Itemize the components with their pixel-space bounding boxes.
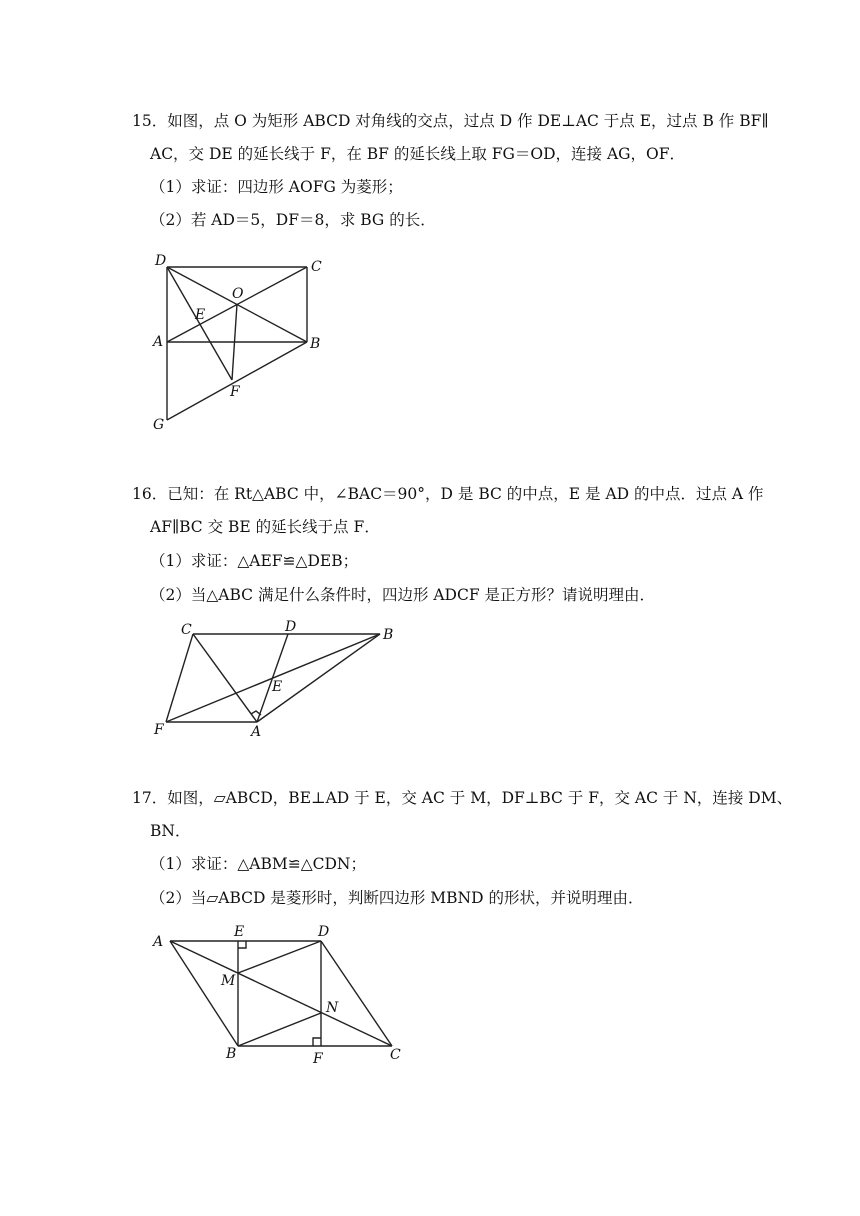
problem-15-line-4: （2）若 AD＝5，DF＝8，求 BG 的长． (150, 211, 436, 229)
fig17-label-D: D (318, 924, 330, 940)
problem-17-line-3: （1）求证：△ABM≌△CDN； (150, 855, 366, 873)
fig16-label-A: A (251, 724, 262, 740)
fig17-segment-DM (238, 941, 321, 973)
fig16-label-B: B (383, 627, 394, 643)
fig17-label-M: M (221, 973, 236, 989)
fig16-label-C: C (181, 622, 192, 638)
problem-15-line-2: AC，交 DE 的延长线于 F，在 BF 的延长线上取 FG＝OD，连接 AG，OF． (150, 145, 685, 163)
fig17-label-E: E (234, 924, 245, 940)
fig15-label-G: G (153, 417, 165, 433)
fig17-label-N: N (326, 1000, 339, 1016)
fig15-label-E: E (195, 307, 206, 323)
fig17-right-angle-F (313, 1038, 321, 1046)
problem-15-line-3: （1）求证：四边形 AOFG 为菱形； (150, 178, 403, 196)
fig17-label-F: F (313, 1051, 323, 1067)
problem-17-line-4: （2）当▱ABCD 是菱形时，判断四边形 MBND 的形状，并说明理由． (150, 889, 644, 907)
problem-16-line-4: （2）当△ABC 满足什么条件时，四边形 ADCF 是正方形？请说明理由． (150, 586, 656, 604)
fig15-label-D: D (155, 253, 167, 269)
fig15-label-O: O (232, 286, 244, 302)
fig17-right-angle-E (238, 941, 246, 948)
fig15-label-F: F (230, 384, 240, 400)
fig16-label-D: D (285, 619, 297, 635)
fig17-label-A: A (153, 934, 164, 950)
fig15-label-A: A (153, 334, 164, 350)
problem-15-line-1: 15．如图，点 O 为矩形 ABCD 对角线的交点，过点 D 作 DE⊥AC 于点 E，过点 B 作 BF∥ (132, 112, 769, 130)
fig15-label-C: C (311, 259, 322, 275)
problem-16-line-1: 16．已知：在 Rt△ABC 中，∠BAC＝90°，D 是 BC 的中点，E 是 AD 的中点．过点 A 作 (132, 485, 764, 503)
fig17-segment-DC (321, 941, 392, 1046)
fig16-label-F: F (154, 722, 164, 738)
fig17-label-C: C (390, 1047, 401, 1063)
problem-16-line-3: （1）求证：△AEF≌△DEB； (150, 552, 359, 570)
problem-17-line-2: BN． (150, 822, 191, 840)
fig15-label-B: B (310, 336, 321, 352)
fig17-segment-BN (238, 1013, 321, 1046)
fig16-label-E: E (272, 679, 283, 695)
problem-16-line-2: AF∥BC 交 BE 的延长线于点 F． (150, 518, 380, 536)
fig17-label-B: B (226, 1046, 237, 1062)
problem-17-line-1: 17．如图，▱ABCD，BE⊥AD 于 E，交 AC 于 M，DF⊥BC 于 F，交 AC 于 N，连接 DM、 (132, 789, 793, 807)
